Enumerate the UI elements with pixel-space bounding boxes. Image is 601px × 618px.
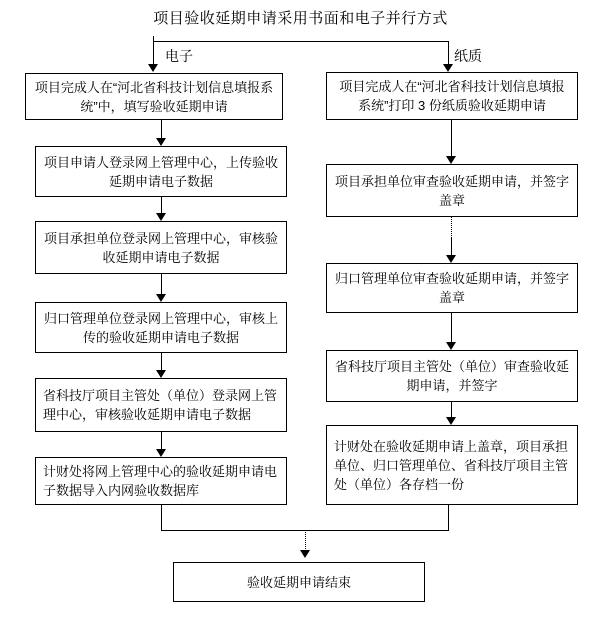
- arrow-electronic-5-6-head-icon: [156, 449, 166, 457]
- arrow-paper-4-5-line: [451, 402, 452, 418]
- arrow-electronic-3-4-head-icon: [156, 294, 166, 302]
- arrow-electronic-2-3-head-icon: [156, 213, 166, 221]
- electronic-branch-arrow-line: [153, 41, 154, 65]
- arrow-paper-1-2-line: [451, 120, 452, 157]
- step-paper-1: 项目完成人在“河北省科技计划信息填报系统”打印 3 份纸质验收延期申请: [326, 72, 578, 120]
- step-electronic-3: 项目承担单位登录网上管理中心，审核验收延期申请电子数据: [35, 221, 287, 274]
- top-branch-horizontal-line: [153, 41, 449, 42]
- arrow-electronic-4-5-head-icon: [156, 370, 166, 378]
- step-electronic-5: 省科技厅项目主管处（单位）登录网上管理中心，审核验收延期申请电子数据: [35, 378, 287, 432]
- arrow-paper-2-3-line: [451, 238, 452, 256]
- paper-branch-arrow-line: [448, 41, 449, 65]
- step-electronic-4: 归口管理单位登录网上管理中心，审核上传的验收延期申请电子数据: [35, 302, 287, 353]
- arrow-paper-2-3-dotted-line: [451, 217, 452, 238]
- arrow-electronic-1-2-head-icon: [156, 138, 166, 146]
- step-paper-2: 项目承担单位审查验收延期申请，并签字盖章: [326, 164, 578, 217]
- arrow-paper-1-2-head-icon: [446, 156, 456, 164]
- arrow-end-dotted-line: [305, 530, 306, 551]
- arrow-electronic-4-5-line: [161, 353, 162, 371]
- end-step-box: 验收延期申请结束: [173, 562, 425, 602]
- diagram-title: 项目验收延期申请采用书面和电子并行方式: [153, 10, 448, 27]
- arrow-paper-3-4-head-icon: [446, 342, 456, 350]
- step-paper-4: 省科技厅项目主管处（单位）审查验收延期申请，并签字: [326, 350, 578, 402]
- merge-right-drop-line: [448, 505, 449, 530]
- arrow-end-head-icon: [300, 550, 310, 558]
- electronic-branch-arrowhead-icon: [148, 64, 158, 72]
- arrow-electronic-1-2-line: [161, 120, 162, 139]
- step-electronic-6: 计财处将网上管理中心的验收延期申请电子数据导入内网验收数据库: [35, 457, 287, 505]
- arrow-electronic-2-3-line: [161, 197, 162, 214]
- step-paper-3: 归口管理单位审查验收延期申请，并签字盖章: [326, 263, 578, 313]
- arrow-paper-2-3-head-icon: [446, 255, 456, 263]
- branch-label-electronic: 电子: [165, 48, 193, 64]
- arrow-electronic-5-6-line: [161, 432, 162, 450]
- step-paper-5: 计财处在验收延期申请上盖章，项目承担单位、归口管理单位、省科技厅项目主管处（单位）各存档一份: [326, 425, 578, 505]
- arrow-paper-3-4-line: [451, 313, 452, 343]
- arrow-paper-4-5-head-icon: [446, 417, 456, 425]
- paper-branch-arrowhead-icon: [443, 64, 453, 72]
- step-electronic-1: 项目完成人在“河北省科技计划信息填报系统”中，填写验收延期申请: [25, 73, 283, 120]
- step-electronic-2: 项目申请人登录网上管理中心，上传验收延期申请电子数据: [35, 146, 287, 197]
- branch-label-paper: 纸质: [454, 48, 482, 64]
- merge-left-drop-line: [161, 505, 162, 530]
- arrow-electronic-3-4-line: [161, 274, 162, 295]
